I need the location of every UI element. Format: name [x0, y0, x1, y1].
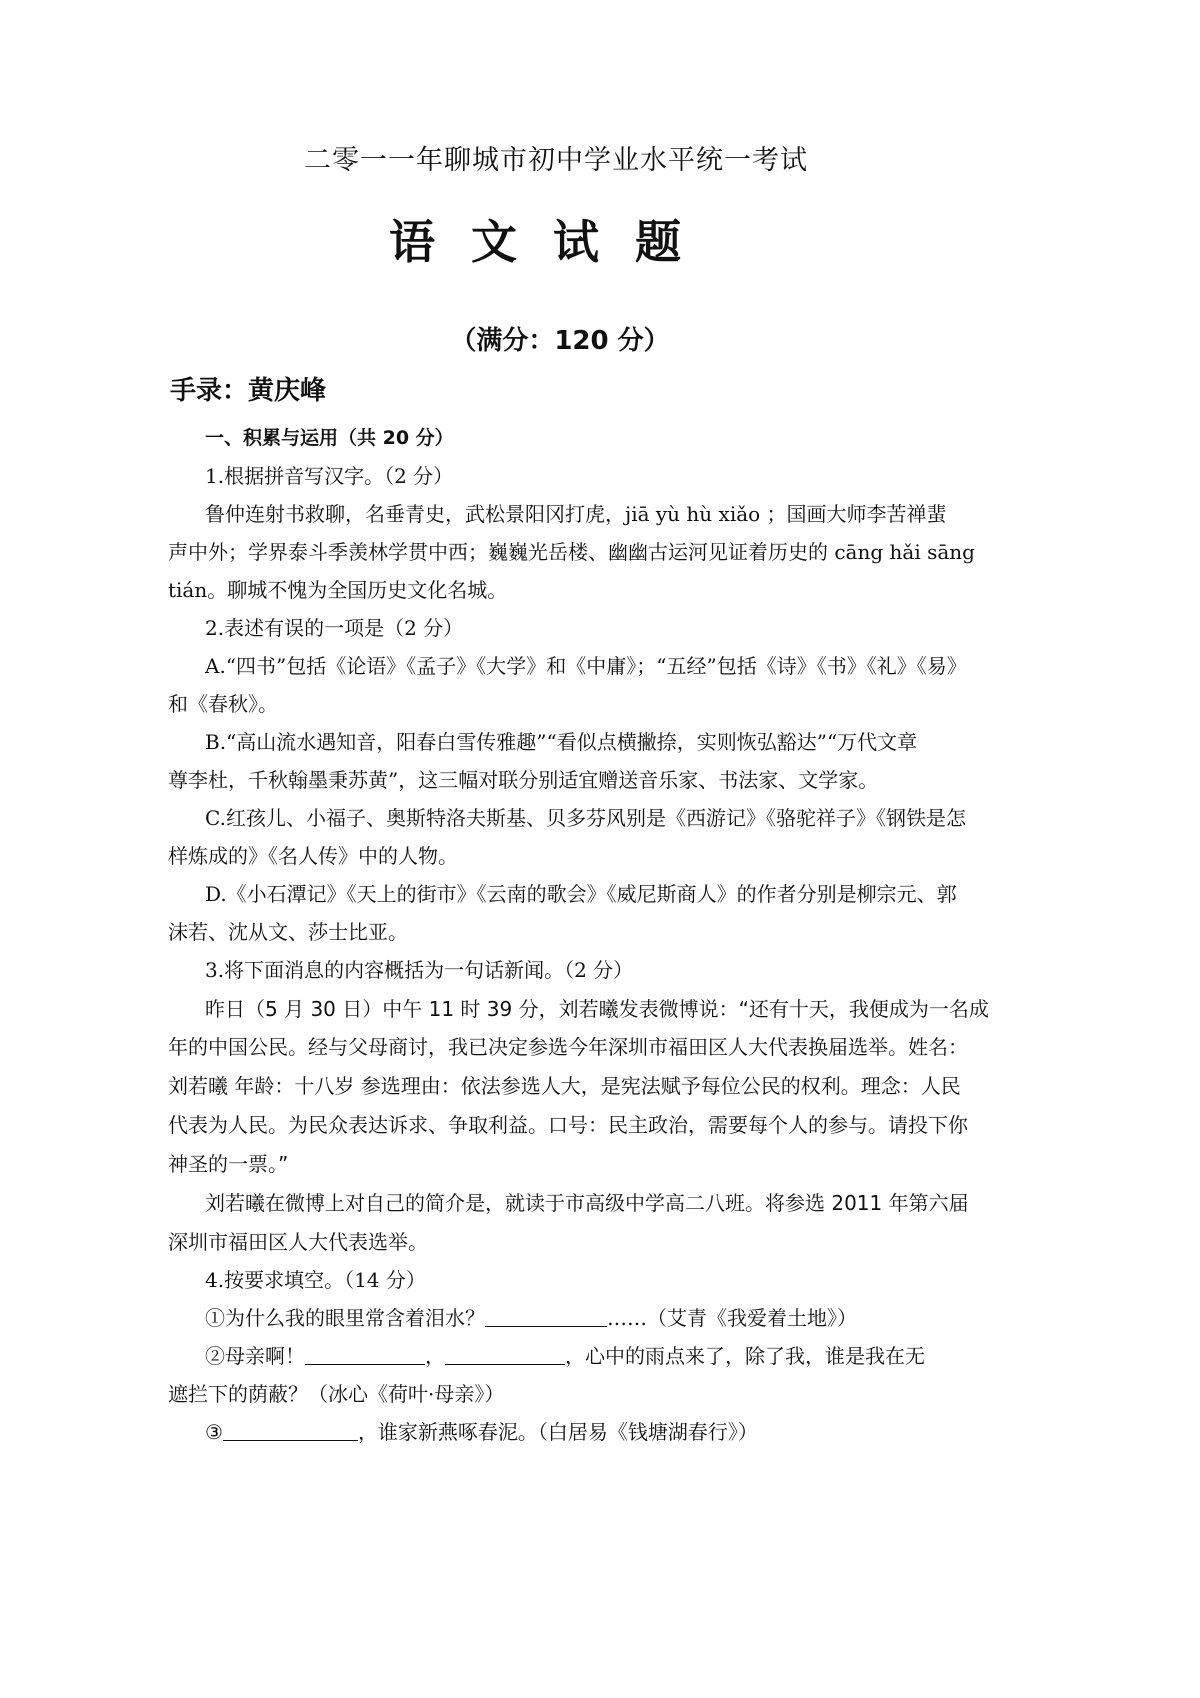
q4-item-3: [205, 1416, 758, 1445]
q2-option-d-line-1: D.《小石潭记》《天上的街市》《云南的歌会》《威尼斯商人》的作者分别是柳宗元、郭: [205, 882, 957, 906]
q3-message-line-2: 年的中国公民。经与父母商讨，我已决定参选今年深圳市福田区人大代表换届选举。姓名：: [168, 1035, 968, 1059]
q1-line-2: 声中外；学界泰斗季羡林学贯中西；巍巍光岳楼、幽幽古运河见证着历史的 cāng hǎi sāng: [168, 540, 975, 564]
answer-blank[interactable]: [223, 1420, 358, 1441]
exam-name: 二零一一年聊城市初中学业水平统一考试: [304, 145, 808, 176]
transcriber: 手录：黄庆峰: [170, 376, 327, 406]
q4-item-3-rest: ，谁家新燕啄春泥。（白居易《钱塘湖春行》）: [357, 1420, 758, 1444]
q4-item-2-comma: ，: [425, 1344, 445, 1368]
q4-item-1: [205, 1302, 857, 1331]
q3-intro-line-2: 深圳市福田区人大代表选举。: [168, 1230, 428, 1254]
q1-stem: 1.根据拼音写汉字。（2 分）: [205, 464, 454, 488]
q4-item-1-prompt: ①为什么我的眼里常含着泪水？: [205, 1306, 485, 1330]
q2-option-c-line-2: 样炼成的》《名人传》中的人物。: [168, 844, 458, 868]
q2-option-a-line-2: 和《春秋》。: [168, 692, 278, 716]
answer-blank[interactable]: [445, 1344, 565, 1365]
q3-intro-line-1: 刘若曦在微博上对自己的简介是，就读于市高级中学高二八班。将参选 2011 年第六届: [205, 1191, 969, 1215]
q2-stem-text: 2.表述有误的一项是（2 分）: [205, 616, 464, 640]
q2-option-b-line-1: B.“高山流水遇知音，阳春白雪传雅趣”“看似点横撇捺，实则恢弘豁达”“万代文章: [205, 730, 918, 754]
q3-message-line-5: 神圣的一票。”: [168, 1152, 289, 1176]
section-heading: 一、积累与运用（共 20 分）: [205, 427, 454, 449]
q1-line-1: 鲁仲连射书救聊，名垂青史，武松景阳冈打虎，jiā yù hù xiǎo ；国画大师李苦禅蜚: [205, 502, 947, 526]
q2-option-a-line-1: A.“四书”包括《论语》《孟子》《大学》和《中庸》；“五经”包括《诗》《书》《礼》《易》: [205, 654, 967, 678]
q4-item-2: [205, 1340, 925, 1369]
q4-item-2-rest: ，心中的雨点来了，除了我，谁是我在无: [565, 1344, 925, 1368]
q4-item-2-prompt: ②母亲啊！: [205, 1344, 305, 1368]
full-score: （满分：120 分）: [450, 326, 670, 356]
answer-blank[interactable]: [305, 1344, 425, 1365]
q3-message-line-3: 刘若曦 年龄：十八岁 参选理由：依法参选人大，是宪法赋予每位公民的权利。理念：人民: [168, 1074, 961, 1098]
page-title: 语 文 试 题: [388, 215, 692, 269]
q3-message-line-1: 昨日（5 月 30 日）中午 11 时 39 分，刘若曦发表微博说：“还有十天，我便成为一名成: [205, 997, 989, 1021]
q4-item-2-line-2: 遮拦下的荫蔽？（冰心《荷叶·母亲》）: [168, 1382, 505, 1406]
q4-stem: 4.按要求填空。（14 分）: [205, 1268, 426, 1292]
q4-item-1-source: ……（艾青《我爱着土地》）: [607, 1306, 857, 1330]
answer-blank[interactable]: [485, 1306, 607, 1327]
q2-option-b-line-2: 尊李杜，千秋翰墨秉苏黄”，这三幅对联分别适宜赠送音乐家、书法家、文学家。: [168, 768, 879, 792]
q3-message-line-4: 代表为人民。为民众表达诉求、争取利益。口号：民主政治，需要每个人的参与。请投下你: [168, 1113, 968, 1137]
q4-item-3-marker: ③: [205, 1420, 223, 1444]
q3-stem: 3.将下面消息的内容概括为一句话新闻。（2 分）: [205, 958, 634, 982]
q2-option-d-line-2: 沫若、沈从文、莎士比亚。: [168, 920, 408, 944]
q2-option-c-line-1: C.红孩儿、小福子、奥斯特洛夫斯基、贝多芬风别是《西游记》《骆驼祥子》《钢铁是怎: [205, 806, 966, 830]
q1-line-3: tián。聊城不愧为全国历史文化名城。: [168, 578, 508, 602]
